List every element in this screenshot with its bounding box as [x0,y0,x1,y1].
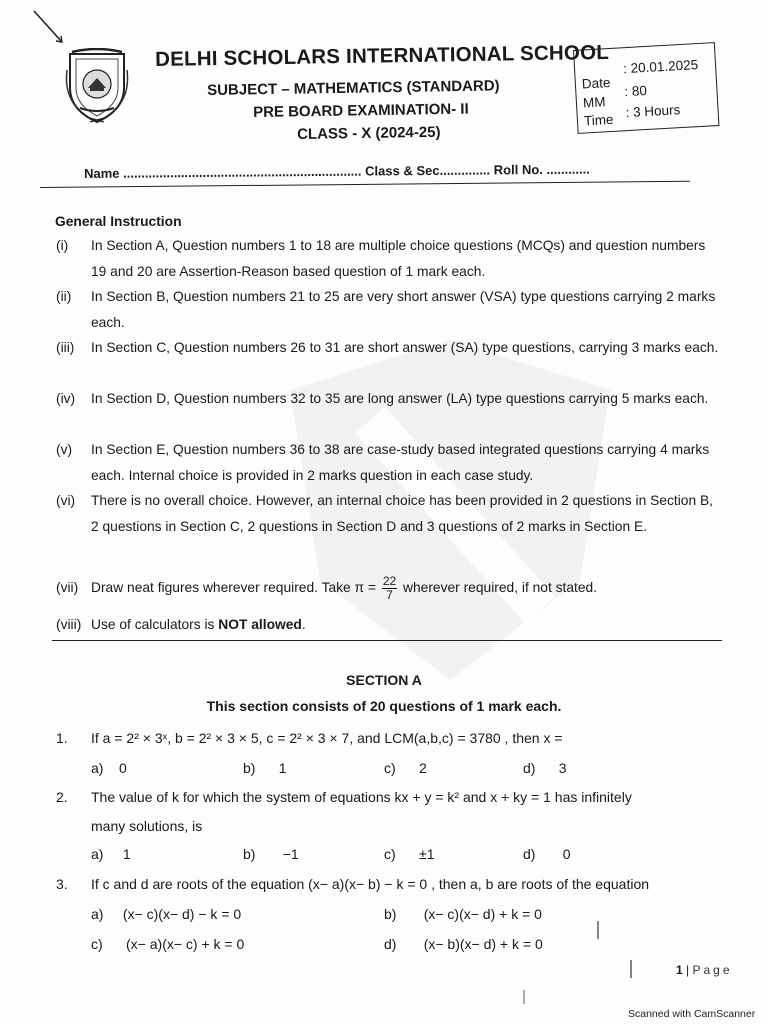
instruction-text: wherever required, if not stated. [403,580,598,596]
option-a [91,906,241,922]
option-value: 2 [419,760,427,776]
page-separator: | [682,963,693,977]
instruction-number: (v) [56,442,73,457]
name-label: Name [84,165,120,181]
student-details-row [84,162,590,181]
class-sec-label: Class & Sec [365,162,440,179]
class-line: CLASS - X (2024-25) [297,123,441,143]
question-number: 2. [56,789,68,805]
instruction-text: In Section D, Question numbers 32 to 35 are long answer (LA) type questions carrying 5 marks each. [91,391,709,406]
instruction-item [56,437,724,488]
instruction-number: (ii) [56,289,72,304]
roll-no-field: ............ [546,161,590,177]
mm-value: : 80 [623,82,648,100]
option-value: ±1 [419,846,435,862]
scan-mark [523,990,525,1004]
instruction-item [56,575,724,602]
date-value: : 20.01.2025 [622,57,699,77]
option-value: (x− c)(x− d) + k = 0 [423,906,542,922]
option-c [384,760,427,776]
exam-info-box [573,42,719,134]
option-label: b) [384,906,397,922]
question-text: The value of k for which the system of equations kx + y = k² and x + ky = 1 has infinitely [91,789,632,805]
question-text-continued: many solutions, is [91,818,203,834]
instruction-item [56,386,724,412]
school-name: DELHI SCHOLARS INTERNATIONAL SCHOOL [155,40,610,71]
page-number [676,963,733,977]
section-title: SECTION A [346,672,422,688]
scan-mark [30,8,70,48]
scan-mark [597,921,599,939]
instruction-text: Draw neat figures wherever required. Take π = [91,580,376,596]
option-a [91,760,127,776]
option-c [384,846,435,862]
option-label: c) [91,936,103,952]
option-label: a) [91,846,104,862]
option-label: d) [523,846,536,862]
option-value: −1 [282,846,299,862]
option-b [243,846,299,862]
instruction-item [56,488,724,539]
option-d [523,846,570,862]
option-value: 1 [278,760,287,776]
option-label: a) [91,760,104,776]
instruction-number: (iv) [56,391,76,406]
mm-label: MM [582,94,606,111]
page-word: Page [692,963,733,977]
question-number: 3. [56,876,68,892]
option-label: b) [243,760,256,776]
class-sec-field: .............. [439,162,491,178]
instruction-text: . [301,617,306,632]
instruction-bold-text: NOT allowed [218,617,302,632]
subject-line: SUBJECT – MATHEMATICS (STANDARD) [207,77,500,99]
option-c [91,936,244,952]
pi-fraction [382,575,397,602]
option-d [384,936,543,952]
option-label: b) [243,846,256,862]
option-value: (x− a)(x− c) + k = 0 [126,936,245,952]
instruction-item [56,284,724,335]
header-divider [40,181,690,188]
instructions-divider [52,640,722,641]
scan-mark [630,960,632,978]
instruction-text: In Section B, Question numbers 21 to 25 are very short answer (VSA) type questions carrying 2 marks each. [91,289,716,330]
name-field: .................................................................. [123,163,362,181]
instruction-text: In Section C, Question numbers 26 to 31 are short answer (SA) type questions, carrying 3 marks each. [91,340,719,355]
time-label: Time [583,111,614,129]
option-label: c) [384,760,396,776]
page-number-value: 1 [676,963,683,977]
instruction-number: (vii) [56,580,79,595]
option-value: 1 [122,846,131,862]
option-b [384,906,542,922]
instruction-item [56,335,724,361]
date-label: Date [581,74,611,92]
instruction-number: (iii) [56,340,75,355]
question-number: 1. [56,730,68,746]
fraction-denominator: 7 [386,588,393,602]
section-subtitle: This section consists of 20 questions of 1 mark each. [206,698,562,714]
fraction-numerator: 22 [382,574,397,588]
option-b [243,760,287,776]
scanner-watermark: Scanned with CamScanner [628,1008,756,1020]
option-label: c) [384,846,396,862]
option-label: d) [523,760,536,776]
school-crest-logo [62,48,132,128]
instruction-number: (viii) [56,617,82,632]
roll-no-label: Roll No. [493,161,543,178]
instructions-title: General Instruction [55,214,182,229]
option-label: a) [91,906,104,922]
exam-line: PRE BOARD EXAMINATION- II [253,100,469,121]
question-text: If a = 2² × 3ˣ, b = 2² × 3 × 5, c = 2² × 3 × 7, and LCM(a,b,c) = 3780 , then x = [91,730,563,746]
instruction-text: There is no overall choice. However, an internal choice has been provided in 2 questions in Section B, 2 questions in Section C, 2 questions in Section D and 3 questions of 2 marks in Section E. [91,493,713,534]
question-text: If c and d are roots of the equation (x− a)(x− b) − k = 0 , then a, b are roots of the equation [91,876,650,892]
option-a [91,846,131,862]
instruction-text: Use of calculators is [91,617,215,632]
option-value: 3 [558,760,567,776]
instruction-item [56,612,724,638]
instruction-number: (vi) [56,493,76,508]
instruction-number: (i) [56,238,69,253]
option-value: 0 [119,760,127,776]
instruction-item [56,233,724,284]
instruction-text: In Section A, Question numbers 1 to 18 are multiple choice questions (MCQs) and question numbers 19 and 20 are Assertion-Reason based question of 1 mark each. [91,238,706,279]
option-value: 0 [562,846,571,862]
option-label: d) [384,936,397,952]
instruction-text: In Section E, Question numbers 36 to 38 are case-study based integrated questions carrying 4 marks each. Internal choice is provided in 2 marks question in each case study. [91,442,710,483]
time-value: : 3 Hours [625,102,681,121]
option-value: (x− b)(x− d) + k = 0 [423,936,543,952]
option-value: (x− c)(x− d) − k = 0 [122,906,242,922]
option-d [523,760,567,776]
